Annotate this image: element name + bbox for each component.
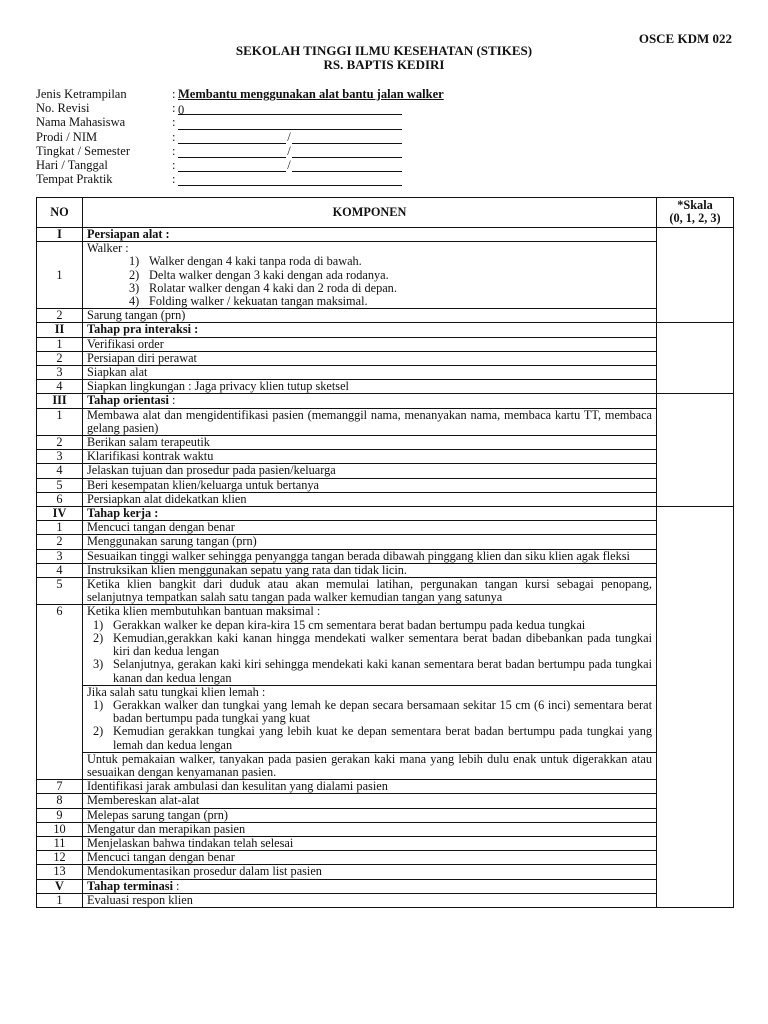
max-assist-steps xyxy=(87,619,652,685)
row-no: 2 xyxy=(37,309,83,323)
row-no: 7 xyxy=(37,780,83,794)
section-no: III xyxy=(37,394,83,408)
walker-types-list xyxy=(87,255,652,308)
field-revision: No. Revisi : 0 xyxy=(36,101,486,115)
table-row xyxy=(37,450,734,464)
row-no: 3 xyxy=(37,450,83,464)
row-text: Identifikasi jarak ambulasi dan kesulitan yang dialami pasien xyxy=(83,780,657,794)
list-item: 3) Rolatar walker dengan 4 kaki dan 2 roda di depan. xyxy=(129,280,397,295)
day-blank[interactable] xyxy=(178,160,286,172)
table-row xyxy=(37,808,734,822)
date-blank[interactable] xyxy=(292,160,402,172)
skala-label: *Skala xyxy=(677,198,713,212)
row-text: Mencuci tangan dengan benar xyxy=(83,851,657,865)
header-no: NO xyxy=(37,198,83,228)
table-row xyxy=(37,780,734,794)
table-row xyxy=(37,478,734,492)
walker-intro: Walker : xyxy=(87,241,129,256)
row-text: Mendokumentasikan prosedur dalam list pasien xyxy=(83,865,657,879)
table-header-row xyxy=(37,198,734,228)
table-row xyxy=(37,492,734,506)
nim-blank[interactable] xyxy=(292,132,402,144)
row-text: Menjelaskan bahwa tindakan telah selesai xyxy=(83,836,657,850)
row-no: 6 xyxy=(37,605,83,780)
list-item: 2) Kemudian gerakkan tungkai yang lebih kuat ke depan sementara berat badan bertumpu pada tungkai yang lemah dan kedua lengan xyxy=(93,724,652,752)
section-title: Tahap terminasi : xyxy=(83,879,657,893)
table-row xyxy=(37,893,734,907)
field-prodi-nim: Prodi / NIM : / xyxy=(36,130,486,144)
field-label: Hari / Tanggal xyxy=(36,157,108,172)
table-row xyxy=(37,242,734,309)
section-title: Tahap orientasi : xyxy=(83,394,657,408)
row-no: 4 xyxy=(37,464,83,478)
row-text: Membawa alat dan mengidentifikasi pasien (memanggil nama, menanyakan nama, membaca kartu TT, membaca gelang pasien) xyxy=(83,408,657,435)
row-text: Beri kesempatan klien/keluarga untuk bertanya xyxy=(83,478,657,492)
list-item: 2) Kemudian,gerakkan kaki kanan hingga mendekati walker sementara berat badan dibebankan pada tungkai kiri dan kedua lengan xyxy=(93,630,652,659)
row-no: 3 xyxy=(37,366,83,380)
field-label: Tingkat / Semester xyxy=(36,143,130,158)
row-no: 12 xyxy=(37,851,83,865)
row-text: Evaluasi respon klien xyxy=(83,893,657,907)
row-text: Sesuaikan tinggi walker sehingga penyangga tangan berada dibawah pinggang klien dan siku klien agak fleksi xyxy=(83,549,657,563)
row-text: Membereskan alat-alat xyxy=(83,794,657,808)
table-row xyxy=(37,549,734,563)
field-student-name: Nama Mahasiswa : xyxy=(36,115,486,129)
row-text: Siapkan lingkungan : Jaga privacy klien tutup sketsel xyxy=(83,380,657,394)
max-assist-intro: Ketika klien membutuhkan bantuan maksimal : xyxy=(87,604,321,619)
revision-value[interactable]: 0 xyxy=(178,103,402,115)
row-no: 2 xyxy=(37,535,83,549)
row-no: 1 xyxy=(37,337,83,351)
row-text: Sarung tangan (prn) xyxy=(83,309,657,323)
row-text: Berikan salam terapeutik xyxy=(83,436,657,450)
field-day-date: Hari / Tanggal : / xyxy=(36,158,486,172)
section-title: Tahap pra interaksi : xyxy=(83,323,657,337)
score-cell[interactable] xyxy=(657,394,734,507)
section-row xyxy=(37,394,734,408)
table-row xyxy=(37,605,734,780)
row-no: 4 xyxy=(37,380,83,394)
section-title: Persiapan alat : xyxy=(83,228,657,242)
list-item: 1) Gerakkan walker dan tungkai yang lemah ke depan secara bersamaan sekitar 15 cm (6 inci) sementara berat badan bertumpu pada tungkai yang kuat xyxy=(93,697,652,726)
row-no: 1 xyxy=(37,242,83,309)
section-no: I xyxy=(37,228,83,242)
header-komponen: KOMPONEN xyxy=(83,198,657,228)
row-text: Melepas sarung tangan (prn) xyxy=(83,808,657,822)
institution-name: SEKOLAH TINGGI ILMU KESEHATAN (STIKES) xyxy=(235,43,533,58)
section-no: IV xyxy=(37,507,83,521)
table-row xyxy=(37,521,734,535)
table-row xyxy=(37,794,734,808)
table-row xyxy=(37,408,734,435)
field-label: Prodi / NIM xyxy=(36,129,98,144)
row-text xyxy=(83,242,657,309)
table-row xyxy=(37,380,734,394)
table-row xyxy=(37,309,734,323)
practice-place-blank[interactable] xyxy=(178,174,402,186)
table-row xyxy=(37,578,734,605)
row-no: 1 xyxy=(37,893,83,907)
row-text: Menggunakan sarung tangan (prn) xyxy=(83,535,657,549)
document-code: OSCE KDM 022 xyxy=(638,31,732,46)
row-text: Siapkan alat xyxy=(83,366,657,380)
row-no: 3 xyxy=(37,549,83,563)
section-no: II xyxy=(37,323,83,337)
field-skill: Jenis Ketrampilan : Membantu menggunakan alat bantu jalan walker xyxy=(36,87,444,101)
list-item: 1) Walker dengan 4 kaki tanpa roda di bawah. xyxy=(129,254,362,269)
list-item: 1) Gerakkan walker ke depan kira-kira 15 cm sementara berat badan bertumpu pada kedua tungkai xyxy=(93,617,586,632)
list-item: 3) Selanjutnya, gerakan kaki kiri sehingga mendekati kaki kanan sementara berat badan bertumpu pada tungkai kanan dan kedua lengan xyxy=(93,657,652,685)
score-cell[interactable] xyxy=(657,228,734,323)
field-label: No. Revisi xyxy=(36,101,90,116)
row-text: Ketika klien bangkit dari duduk atau akan memulai latihan, pergunakan tangan kursi sebagai penopang, selanjutnya tempatkan salah satu tangan pada walker kemudian tangan yang satunya xyxy=(83,578,657,605)
row-no: 11 xyxy=(37,836,83,850)
table-row xyxy=(37,351,734,365)
section-row xyxy=(37,507,734,521)
row-no: 5 xyxy=(37,478,83,492)
table-row xyxy=(37,563,734,577)
identity-form xyxy=(36,87,486,186)
list-item: 4) Folding walker / kekuatan tangan maksimal. xyxy=(129,294,368,309)
table-row xyxy=(37,836,734,850)
hospital-name: RS. BAPTIS KEDIRI xyxy=(323,57,445,72)
row-text: Verifikasi order xyxy=(83,337,657,351)
field-practice-place: Tempat Praktik : xyxy=(36,172,486,186)
list-item: 2) Delta walker dengan 3 kaki dengan ada rodanya. xyxy=(129,267,389,282)
row-text: Mencuci tangan dengan benar xyxy=(83,521,657,535)
row-no: 10 xyxy=(37,822,83,836)
prodi-blank[interactable] xyxy=(178,132,286,144)
table-row xyxy=(37,464,734,478)
row-text: Persiapan diri perawat xyxy=(83,351,657,365)
row-text: Klarifikasi kontrak waktu xyxy=(83,450,657,464)
section-row xyxy=(37,228,734,242)
row-no: 1 xyxy=(37,521,83,535)
semester-blank[interactable] xyxy=(292,146,402,158)
row-text: Instruksikan klien menggunakan sepatu yang rata dan tidak licin. xyxy=(83,563,657,577)
table-row xyxy=(37,366,734,380)
field-level-semester: Tingkat / Semester : / xyxy=(36,144,486,158)
field-label: Nama Mahasiswa xyxy=(36,115,126,130)
document-header xyxy=(0,44,768,72)
table-row xyxy=(37,436,734,450)
row-text: Mengatur dan merapikan pasien xyxy=(83,822,657,836)
weak-limb-intro: Jika salah satu tungkai klien lemah : xyxy=(87,684,266,699)
weak-limb-steps xyxy=(87,699,652,752)
row-no: 13 xyxy=(37,865,83,879)
table-row xyxy=(37,865,734,879)
section-row xyxy=(37,879,734,893)
row-text xyxy=(83,605,657,780)
score-cell[interactable] xyxy=(657,507,734,908)
section-row xyxy=(37,323,734,337)
level-blank[interactable] xyxy=(178,146,286,158)
score-cell[interactable] xyxy=(657,323,734,394)
section-title: Tahap kerja : xyxy=(83,507,657,521)
table-row xyxy=(37,822,734,836)
field-label: Jenis Ketrampilan xyxy=(36,87,127,101)
weak-limb-block xyxy=(83,685,656,752)
row-no: 8 xyxy=(37,794,83,808)
skala-range: (0, 1, 2, 3) xyxy=(669,211,721,225)
table-row xyxy=(37,337,734,351)
table-row xyxy=(37,535,734,549)
row-text: Jelaskan tujuan dan prosedur pada pasien/keluarga xyxy=(83,464,657,478)
row-no: 4 xyxy=(37,563,83,577)
row-no: 2 xyxy=(37,351,83,365)
table-row xyxy=(37,851,734,865)
skill-value: Membantu menggunakan alat bantu jalan walker xyxy=(178,87,444,101)
student-name-blank[interactable] xyxy=(178,118,402,130)
row-no: 6 xyxy=(37,492,83,506)
section-no: V xyxy=(37,879,83,893)
row-text: Persiapkan alat didekatkan klien xyxy=(83,492,657,506)
checklist-table xyxy=(36,197,734,908)
row-no: 1 xyxy=(37,408,83,435)
walker-usage-note: Untuk pemakaian walker, tanyakan pada pasien gerakan kaki mana yang lebih dulu enak untuk digerakkan atau sesuaikan dengan kenyamanan pasien. xyxy=(83,752,656,779)
field-label: Tempat Praktik xyxy=(36,172,113,187)
row-no: 2 xyxy=(37,436,83,450)
header-skala xyxy=(657,198,734,228)
row-no: 5 xyxy=(37,578,83,605)
row-no: 9 xyxy=(37,808,83,822)
